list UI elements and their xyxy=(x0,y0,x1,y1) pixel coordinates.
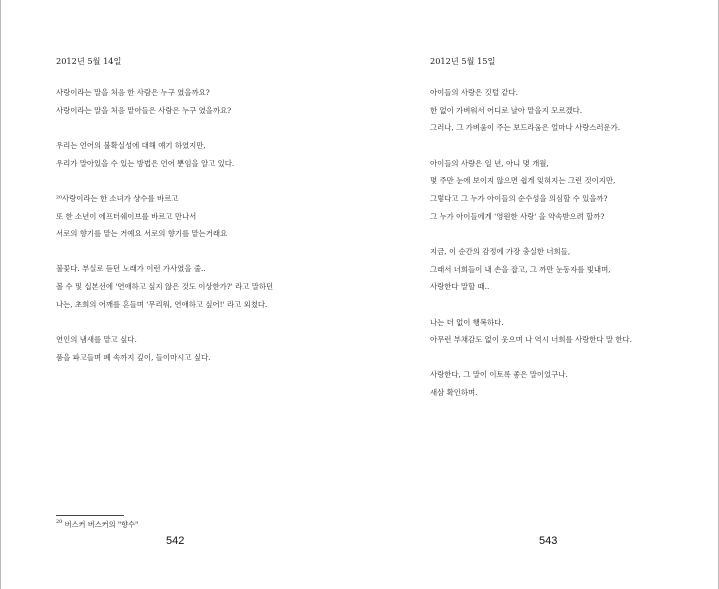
text-line: 불꽃다. 부실로 듣던 노래가 이런 가사였을 줄.. xyxy=(56,264,206,274)
text-line: 나는, 초희의 어깨를 흔들며 '무리워, 연애하고 싶어!' 라고 외쳤다. xyxy=(56,299,268,309)
right-page xyxy=(360,0,718,589)
text-line: 우리가 말아있을 수 있는 방법은 언어 뿐임을 알고 있다. xyxy=(56,158,235,168)
paragraph xyxy=(56,84,273,119)
text-line: 나는 더 없이 행복하다. xyxy=(430,317,504,327)
left-page xyxy=(0,0,359,589)
text-line: 품을 파고들며 폐 속까지 깊이, 들이마시고 싶다. xyxy=(56,352,211,362)
text-line: 사랑이라는 말을 처음 맡아들은 사람은 누구 였을까요? xyxy=(56,105,232,115)
right-page-body xyxy=(430,84,632,419)
text-line: 그렇다고 그 누가 아이들의 순수성을 의심할 수 있을까? xyxy=(430,194,608,204)
paragraph xyxy=(56,190,273,243)
text-line: 몇 주만 눈에 보이지 않으면 쉽게 잊혀지는 그런 것이지만, xyxy=(430,176,616,186)
paragraph xyxy=(430,243,632,296)
footnote xyxy=(56,520,138,530)
text-line: 사랑한다 말할 때.. xyxy=(430,282,490,292)
text-line: 볼 수 및 십본선에 '연애하고 싶지 않은 것도 이상한가?' 라고 말하던 xyxy=(56,282,274,292)
left-page-number: 542 xyxy=(166,535,185,547)
paragraph xyxy=(56,331,273,366)
paragraph xyxy=(430,314,632,349)
text-line: 한 없이 가벼워서 어디로 날아 맡을지 모르겠다. xyxy=(430,105,583,115)
left-page-body xyxy=(56,84,273,384)
footnote-rule xyxy=(56,515,124,516)
paragraph xyxy=(56,260,273,313)
right-page-number: 543 xyxy=(539,535,558,547)
text-line: 아무런 부채감도 없이 웃으며 나 역시 너희를 사랑한다 말 한다. xyxy=(430,335,632,345)
text-line: 아이들의 사랑은 깃털 같다. xyxy=(430,88,518,97)
footnote-mark: 20 xyxy=(56,519,63,525)
left-page-date: 2012년 5월 14일 xyxy=(56,56,122,66)
text-line: 새삼 확인하며. xyxy=(430,388,478,398)
text-line: 서로의 향기를 맡는 거예요 서로의 향기를 맡는거래요 xyxy=(56,229,228,239)
footnote-text: 버스커 버스커의 "향수" xyxy=(62,520,139,529)
text-line: 연인의 냄새를 맡고 싶다. xyxy=(56,335,137,345)
text-line: 또 한 소년이 에프터쉐이브를 바르고 만나서 xyxy=(56,211,197,221)
paragraph xyxy=(430,155,632,226)
text-line: 사랑이라는 말을 처음 한 사람은 누구 였을까요? xyxy=(56,88,210,97)
text-line: 그 누가 아이들에게 '영원한 사랑' 을 약속받으려 할까? xyxy=(430,211,605,221)
text-line: 그러나, 그 가벼움이 주는 보드라움은 얼마나 사랑스러운가. xyxy=(430,123,621,133)
text-line: 우리는 언어의 불확실성에 대해 얘기 하였지만, xyxy=(56,140,206,150)
paragraph xyxy=(430,84,632,137)
text-line: 지금, 이 순간의 감정에 가장 충실한 너희들, xyxy=(430,246,571,256)
paragraph xyxy=(56,137,273,172)
text-line: 아이들의 사랑은 일 년, 아니 몇 개월, xyxy=(430,158,549,168)
text-line: 그래서 너희들이 내 손을 잡고, 그 까만 눈동자를 빛내며, xyxy=(430,264,611,274)
text-line: 사랑한다, 그 말이 이토록 좋은 말이었구나. xyxy=(430,370,568,380)
paragraph xyxy=(430,366,632,401)
right-page-date: 2012년 5월 15일 xyxy=(430,56,496,66)
text-line: ²⁰사랑이라는 한 소녀가 샹수를 바르고 xyxy=(56,193,179,203)
